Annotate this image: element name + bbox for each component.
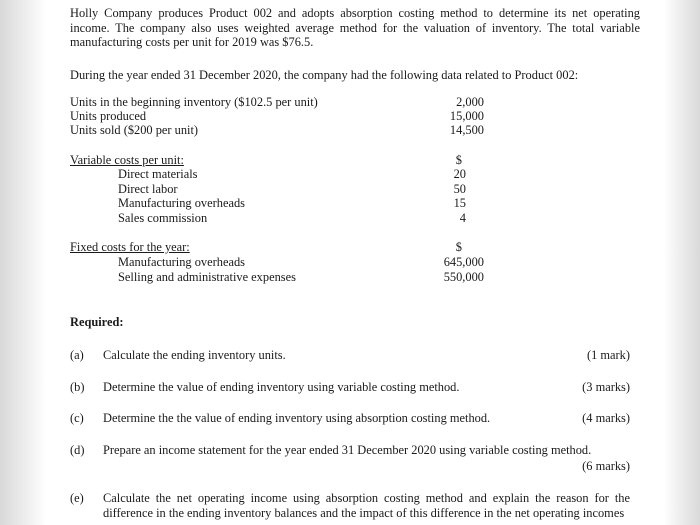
direct-labor-value: 50: [453, 182, 466, 196]
question-e-letter: (e): [70, 491, 84, 505]
question-d-letter: (d): [70, 443, 85, 457]
question-b-letter: (b): [70, 380, 85, 394]
during-paragraph: During the year ended 31 December 2020, the company had the following data related to Product 002:: [70, 68, 579, 82]
page-shadow-right: [664, 0, 700, 525]
variable-currency: $: [455, 153, 462, 167]
manufacturing-overheads-variable-value: 15: [453, 196, 466, 210]
units-produced-value: 15,000: [449, 109, 484, 123]
question-c-marks: (4 marks): [582, 411, 630, 425]
direct-materials-label: Direct materials: [118, 167, 198, 181]
fixed-currency: $: [455, 240, 462, 254]
manufacturing-overheads-fixed-value: 645,000: [443, 255, 484, 269]
selling-admin-expenses-value: 550,000: [443, 270, 484, 284]
question-d-marks: (6 marks): [582, 459, 630, 473]
fixed-costs-heading: Fixed costs for the year:: [70, 240, 190, 254]
manufacturing-overheads-variable-label: Manufacturing overheads: [118, 196, 245, 210]
document-page: [60, 0, 660, 525]
question-b-marks: (3 marks): [582, 380, 630, 394]
required-heading: Required:: [70, 315, 124, 329]
direct-labor-label: Direct labor: [118, 182, 178, 196]
intro-paragraph: Holly Company produces Product 002 and adopts absorption costing method to determine its net operating income. The company also uses weighted average method for the valuation of inventory. The total variable manufacturing costs per unit for 2019 was $76.5.: [70, 6, 640, 49]
units-produced-label: Units produced: [70, 109, 147, 123]
variable-costs-heading: Variable costs per unit:: [70, 153, 184, 167]
direct-materials-value: 20: [453, 167, 466, 181]
question-a-marks: (1 mark): [586, 348, 630, 362]
units-beginning-value: 2,000: [456, 95, 484, 109]
selling-admin-expenses-label: Selling and administrative expenses: [118, 270, 296, 284]
question-c-text: Determine the the value of ending inventory using absorption costing method.: [103, 411, 491, 425]
sales-commission-label: Sales commission: [118, 211, 208, 225]
page-shadow-left: [0, 0, 46, 525]
sales-commission-value: 4: [459, 211, 466, 225]
question-b-text: Determine the value of ending inventory using variable costing method.: [103, 380, 460, 394]
units-sold-label: Units sold ($200 per unit): [70, 123, 199, 137]
manufacturing-overheads-fixed-label: Manufacturing overheads: [118, 255, 245, 269]
question-a-text: Calculate the ending inventory units.: [103, 348, 286, 362]
question-e-text: Calculate the net operating income using absorption costing method and explain the reason for the difference in the ending inventory balances and the impact of this difference in the net operating incomes: [103, 491, 630, 520]
question-a-letter: (a): [70, 348, 84, 362]
question-d-text: Prepare an income statement for the year ended 31 December 2020 using variable costing method.: [103, 443, 592, 457]
units-sold-value: 14,500: [449, 123, 484, 137]
units-beginning-label: Units in the beginning inventory ($102.5 per unit): [70, 95, 318, 109]
question-c-letter: (c): [70, 411, 84, 425]
